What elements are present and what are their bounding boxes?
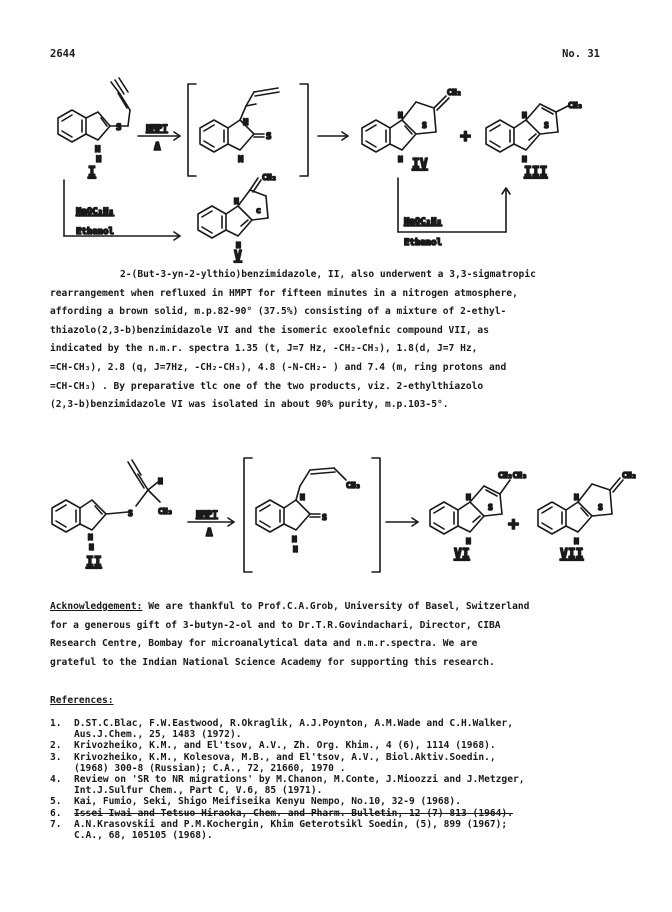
acknowledgement-line: grateful to the Indian National Science Academy for supporting this research. [50, 656, 495, 668]
atom-N-label: N [466, 493, 471, 502]
compound-VII-label: VII [560, 547, 584, 562]
solvent-ethanol-left: Ethanol [76, 227, 114, 237]
reference-number: 7. [50, 818, 62, 830]
atom-S-label: S [422, 121, 427, 130]
ch3-label: CH₃ [568, 101, 583, 110]
reference-line: Krivozheiko, K.M., and El'tsov, A.V., Zh. Org. Khim., 4 (6), 1114 (1968). [74, 740, 496, 752]
plus-sign: + [508, 514, 519, 535]
reference-number: 2. [50, 740, 62, 752]
issue-number: No. 31 [562, 48, 600, 60]
page-number: 2644 [50, 48, 76, 60]
reference-line: Int.J.Sulfur Chem., Part C, V.6, 85 (1971). [74, 785, 323, 797]
reference-line: C.A., 68, 105105 (1968). [74, 830, 213, 842]
reference-item [50, 796, 640, 807]
compound-II-structure [52, 460, 160, 532]
reference-item [50, 774, 640, 796]
plus-sign: + [460, 126, 471, 147]
reference-line: Aus.J.Chem., 25, 1483 (1972). [74, 729, 242, 741]
atom-S-label: S [128, 509, 133, 518]
references-list [50, 718, 640, 841]
acknowledgement-paragraph [50, 598, 630, 672]
reference-number: 4. [50, 774, 62, 786]
body-line: (2,3-b)benzimidazole VI was isolated in about 90% purity, m.p.103-5°. [50, 399, 449, 411]
body-line: affording a brown solid, m.p.82-90° (37.5%) consisting of a mixture of 2-ethyl- [50, 306, 507, 318]
compound-VI-label: VI [454, 547, 470, 562]
reference-item [50, 752, 640, 774]
acknowledgement-line [50, 598, 630, 617]
acknowledgement-text: We are thankful to Prof.C.A.Grob, University of Basel, Switzerland [142, 601, 530, 612]
acknowledgement-line: Research Centre, Bombay for microanalytical data and n.m.r.spectra. We are [50, 638, 478, 650]
reference-number: 6. [50, 807, 62, 819]
reference-number: 1. [50, 718, 62, 729]
atom-c-label: c [256, 206, 261, 215]
acknowledgement-line: for a generous gift of 3-butyn-2-ol and to Dr.T.R.Govindachari, Director, CIBA [50, 619, 501, 631]
atom-N-label: N [574, 493, 579, 502]
reference-line: A.N.Krasovskii and P.M.Kochergin, Khim Geterotsikl Soedin, (5), 899 (1967); [74, 818, 508, 830]
atom-N-label: N [95, 145, 101, 155]
body-line: =CH-CH₃) . By preparative tlc one of the two products, viz. 2-ethylthiazolo [50, 380, 484, 392]
reference-line: D.ST.C.Blac, F.W.Eastwood, R.Okraglik, A.J.Poynton, A.M.Wade and C.H.Walker, [74, 718, 513, 729]
ch2-label: CH₂ [262, 173, 277, 182]
atom-N-label: N [398, 155, 403, 164]
heat-symbol-1: Δ [154, 140, 161, 153]
reference-item [50, 819, 640, 841]
reagent-hmpt-2: HMPT [196, 510, 218, 520]
reference-line: Kai, Fumio, Seki, Shigo Meifiseika Kenyu Nempo, No.10, 32-9 (1968). [74, 796, 461, 808]
atom-N-label: N [398, 111, 403, 120]
body-line: =CH-CH₃), 2.8 (q, J=7Hz, -CH₂-CH₃), 4.8 (-N-CH₂- ) and 7.4 (m, ring protons and [50, 361, 507, 373]
reference-number: 5. [50, 796, 62, 808]
atom-N-label: N [522, 111, 527, 120]
atom-N-label: N [234, 197, 239, 206]
reference-line: Krivozheiko, K.M., Kolesova, M.B., and El'tsov, A.V., Biol.Aktiv.Soedin., [74, 751, 496, 763]
compound-III-structure [486, 104, 568, 152]
reference-item [50, 718, 640, 740]
compound-V-label: V [234, 249, 242, 264]
atom-S-label: S [488, 503, 493, 512]
atom-H-label: H [293, 545, 298, 554]
atom-H-label: H [89, 543, 94, 552]
intermediate-2-structure [244, 458, 380, 572]
compound-IV-label: IV [412, 157, 428, 172]
reference-item [50, 740, 640, 751]
compound-IV-structure [362, 96, 449, 152]
compound-III-label: III [524, 165, 548, 180]
intermediate-structure [188, 84, 308, 176]
atom-S-label: S [266, 132, 272, 142]
atom-H-label: H [96, 155, 102, 165]
reagent-naoc2h5-left: NaOC₂H₅ [76, 207, 114, 217]
atom-N-label: N [236, 241, 241, 250]
atom-N-label: N [292, 535, 297, 544]
reaction-scheme-1 [0, 70, 672, 264]
body-line: rearrangement when refluxed in HMPT for fifteen minutes in a nitrogen atmosphere, [50, 287, 518, 299]
reagent-hmpt-1: HMPT [146, 124, 168, 134]
ch3-label: CH₃ [346, 481, 361, 490]
reagent-naoc2h5-right: NaOC₂H₅ [404, 217, 442, 227]
reference-line: Issei Iwai and Tetsuo Hiraoka, Chem. and Pharm. Bulletin, 12 (7) 813 (1964). [74, 807, 513, 819]
compound-II-label: II [86, 555, 102, 570]
atom-N-label: N [466, 537, 471, 546]
atom-N-label: N [300, 493, 305, 502]
atom-N-label: N [238, 155, 244, 165]
ch2-label: CH₂ [622, 471, 637, 480]
references-heading: References: [50, 695, 114, 706]
atom-N-label: N [522, 155, 527, 164]
atom-N-label: N [88, 533, 93, 542]
atom-S-label: S [322, 513, 327, 522]
reference-item [50, 808, 640, 819]
ch2-label: CH₂ [447, 88, 462, 97]
reference-number: 3. [50, 751, 62, 763]
body-line: indicated by the n.m.r. spectra 1.35 (t, J=7 Hz, -CH₂-CH₃), 1.8(d, J=7 Hz, [50, 343, 478, 355]
compound-VI-structure [430, 480, 510, 534]
atom-S-label: S [598, 503, 603, 512]
compound-VII-structure [538, 478, 623, 534]
body-paragraph [50, 266, 630, 415]
atom-S-label: S [544, 121, 549, 130]
solvent-ethanol-right: Ethanol [404, 238, 442, 248]
atom-N-label: N [243, 118, 249, 128]
compound-I-label: I [88, 165, 96, 180]
body-line: thiazolo(2,3-b)benzimidazole VI and the isomeric exoolefnic compound VII, as [50, 324, 489, 336]
reference-line: (1968) 300-8 (Russian); C.A., 72, 21660, 1970 . [74, 762, 346, 774]
atom-H-label: H [158, 477, 163, 486]
heat-symbol-2: Δ [206, 526, 213, 539]
ch2ch3-label: CH₂CH₃ [498, 471, 527, 480]
reaction-scheme-2 [0, 450, 672, 580]
ch3-label: CH₃ [158, 507, 173, 516]
atom-S-label: S [116, 123, 122, 133]
atom-N-label: N [574, 537, 579, 546]
reference-line: Review on 'SR to NR migrations' by M.Chanon, M.Conte, J.Mioozzi and J.Metzger, [74, 774, 525, 786]
body-line: 2-(But-3-yn-2-ylthio)benzimidazole, II, also underwent a 3,3-sigmatropic [120, 269, 536, 280]
acknowledgement-heading: Acknowledgement: [50, 601, 143, 612]
